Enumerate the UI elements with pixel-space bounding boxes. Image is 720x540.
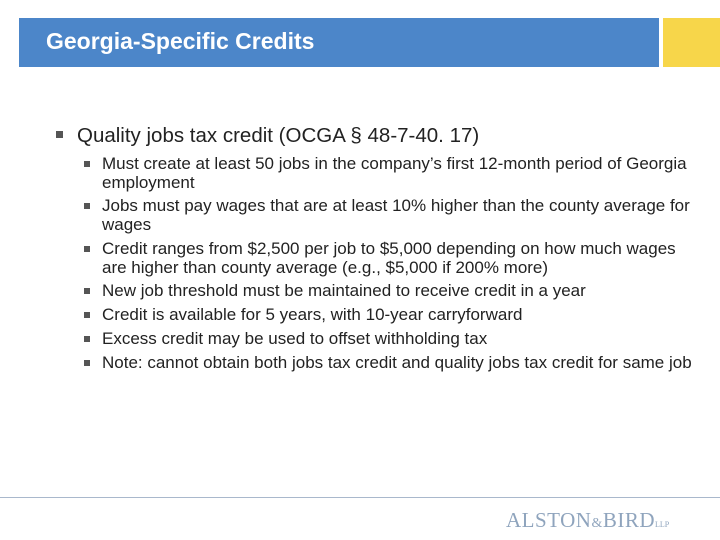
bullet-square-icon (84, 203, 90, 209)
sub-bullet (84, 306, 704, 325)
accent-square (663, 18, 720, 67)
sub-bullet-text: Credit ranges from $2,500 per job to $5,000 depending on how much wages are higher than county average (e.g., $5,000 if 200% more) (102, 238, 676, 277)
alston-bird-logo (506, 508, 669, 533)
sub-bullet (84, 197, 704, 234)
bullet-square-icon (84, 288, 90, 294)
bullet-square-icon (84, 312, 90, 318)
logo-word-alston: ALSTON (506, 508, 592, 532)
sub-bullet (84, 354, 704, 373)
sub-bullet (84, 240, 704, 277)
sub-bullet (84, 155, 704, 192)
bullet-square-icon (84, 360, 90, 366)
sub-bullet-list (84, 155, 704, 378)
sub-bullet (84, 282, 704, 301)
sub-bullet-text: Note: cannot obtain both jobs tax credit and quality jobs tax credit for same job (102, 353, 692, 373)
logo-ampersand: & (591, 516, 603, 531)
logo-word-bird: BIRD (602, 508, 656, 532)
main-bullet-text: Quality jobs tax credit (OCGA § 48-7-40. 17) (77, 124, 480, 147)
bullet-square-icon (84, 246, 90, 252)
logo-llp: LLP (655, 520, 670, 529)
footer-divider (0, 497, 720, 498)
sub-bullet-text: Credit is available for 5 years, with 10-year carryforward (102, 305, 523, 325)
sub-bullet (84, 330, 704, 349)
bullet-square-icon (56, 131, 63, 138)
sub-bullet-text: Jobs must pay wages that are at least 10% higher than the county average for wages (102, 196, 690, 235)
slide-title: Georgia-Specific Credits (46, 28, 315, 54)
sub-bullet-text: Must create at least 50 jobs in the company’s first 12-month period of Georgia employment (102, 154, 687, 192)
sub-bullet-text: Excess credit may be used to offset withholding tax (102, 329, 488, 349)
bullet-square-icon (84, 161, 90, 167)
sub-bullet-text: New job threshold must be maintained to receive credit in a year (102, 281, 586, 301)
bullet-square-icon (84, 336, 90, 342)
